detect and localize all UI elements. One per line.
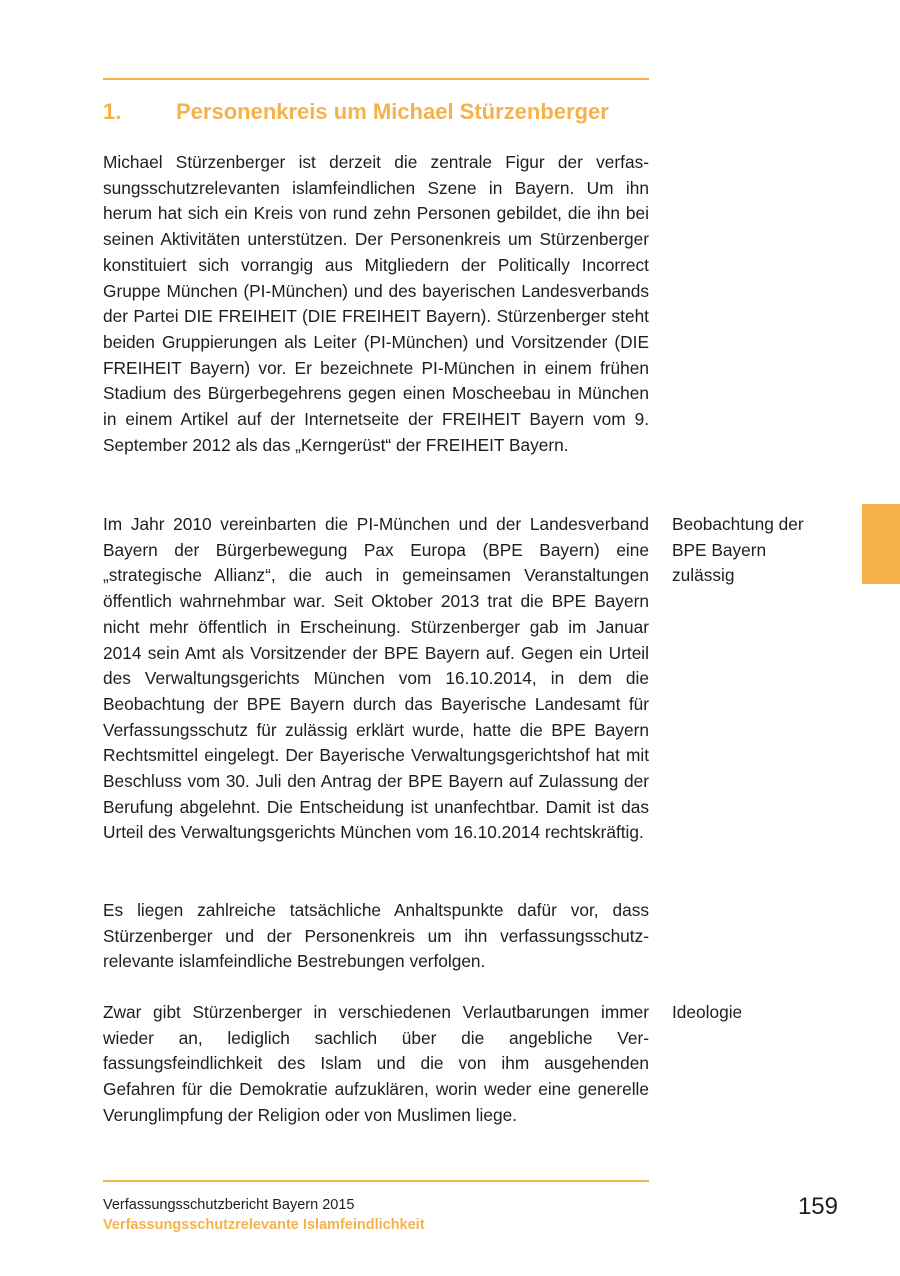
header-rule <box>103 78 649 80</box>
chapter-thumb-tab <box>862 504 900 584</box>
section-number: 1. <box>103 99 122 124</box>
margin-note-ideologie: Ideologie <box>672 1002 743 1022</box>
paragraph-4: Zwar gibt Stürzenberger in verschiedenen Verlautbarungen immer wieder an, lediglich sachlich über die angebliche Verfassungsfeindlichkeit des Islam und die von ihm ausgehenden Gefahren für die Demokratie aufzuklären, worin weder eine generelle Verunglimpfung der Religion oder von Muslimen liege. <box>103 1002 649 1125</box>
margin-note-beobachtung: Beobachtung der BPE Bayern zulässig <box>672 514 804 586</box>
section-heading <box>103 99 663 125</box>
paragraph-2: Im Jahr 2010 vereinbarten die PI-München und der Landesverband Bayern der Bürgerbewegung Pax Europa (BPE Bayern) eine „strategische Allianz“, die auch in gemeinsamen Veranstaltungen öffentlich wahrnehmbar war. Seit Oktober 2013 trat die BPE Bayern nicht mehr öffentlich in Erscheinung. Stürzenberger gab im Januar 2014 sein Amt als Vorsitzender der BPE Bayern auf. Gegen ein Urteil des Verwaltungsgerichts München vom 16.10.2014, in dem die Beobachtung der BPE Bayern durch das Bayerische Landesamt für Verfassungsschutz für zulässig erklärt wurde, hatte die BPE Bayern Rechtsmittel eingelegt. Der Bayerische Verwaltungsgerichtshof hat mit Beschluss vom 30. Juli den Antrag der BPE Bayern auf Zulassung der Berufung abgelehnt. Die Entscheidung ist unanfechtbar. Damit ist das Urteil des Verwaltungsgerichts München vom 16.10.2014 rechtskräftig. <box>103 514 649 843</box>
footer-chapter-title: Verfassungsschutzrelevante Islamfeindlichkeit <box>103 1217 425 1233</box>
footer-rule <box>103 1180 649 1182</box>
footer-report-title: Verfassungsschutzbericht Bayern 2015 <box>103 1197 355 1213</box>
paragraph-1: Michael Stürzenberger ist derzeit die zentrale Figur der verfassungsschutzrelevanten islamfeindlichen Szene in Bayern. Um ihn herum hat sich ein Kreis von rund zehn Personen gebildet, die ihn bei seinen Aktivitäten unterstützen. Der Personenkreis um Stürzenberger konstituiert sich vorrangig aus Mitgliedern der Politically Incorrect Gruppe München (PI-München) und des bayerischen Landesverbands der Partei DIE FREIHEIT (DIE FREIHEIT Bayern). Stürzenberger steht beiden Gruppierungen als Leiter (PI-München) und Vorsitzender (DIE FREIHEIT Bayern) vor. Er bezeichnete PI-München in einem frühen Stadium des Bürgerbegehrens gegen einen Moscheebau in München in einem Artikel auf der Internetseite der FREIHEIT Bayern vom 9. September 2012 als das „Kerngerüst“ der FREIHEIT Bayern. <box>103 152 649 455</box>
page-number: 159 <box>797 1193 838 1220</box>
section-title: Personenkreis um Michael Stürzenberger <box>176 99 609 124</box>
paragraph-3: Es liegen zahlreiche tatsächliche Anhaltspunkte dafür vor, dass Stürzenberger und der Personenkreis um ihn verfassungsschutzrelevante islamfeindliche Bestrebungen verfolgen. <box>103 900 649 972</box>
